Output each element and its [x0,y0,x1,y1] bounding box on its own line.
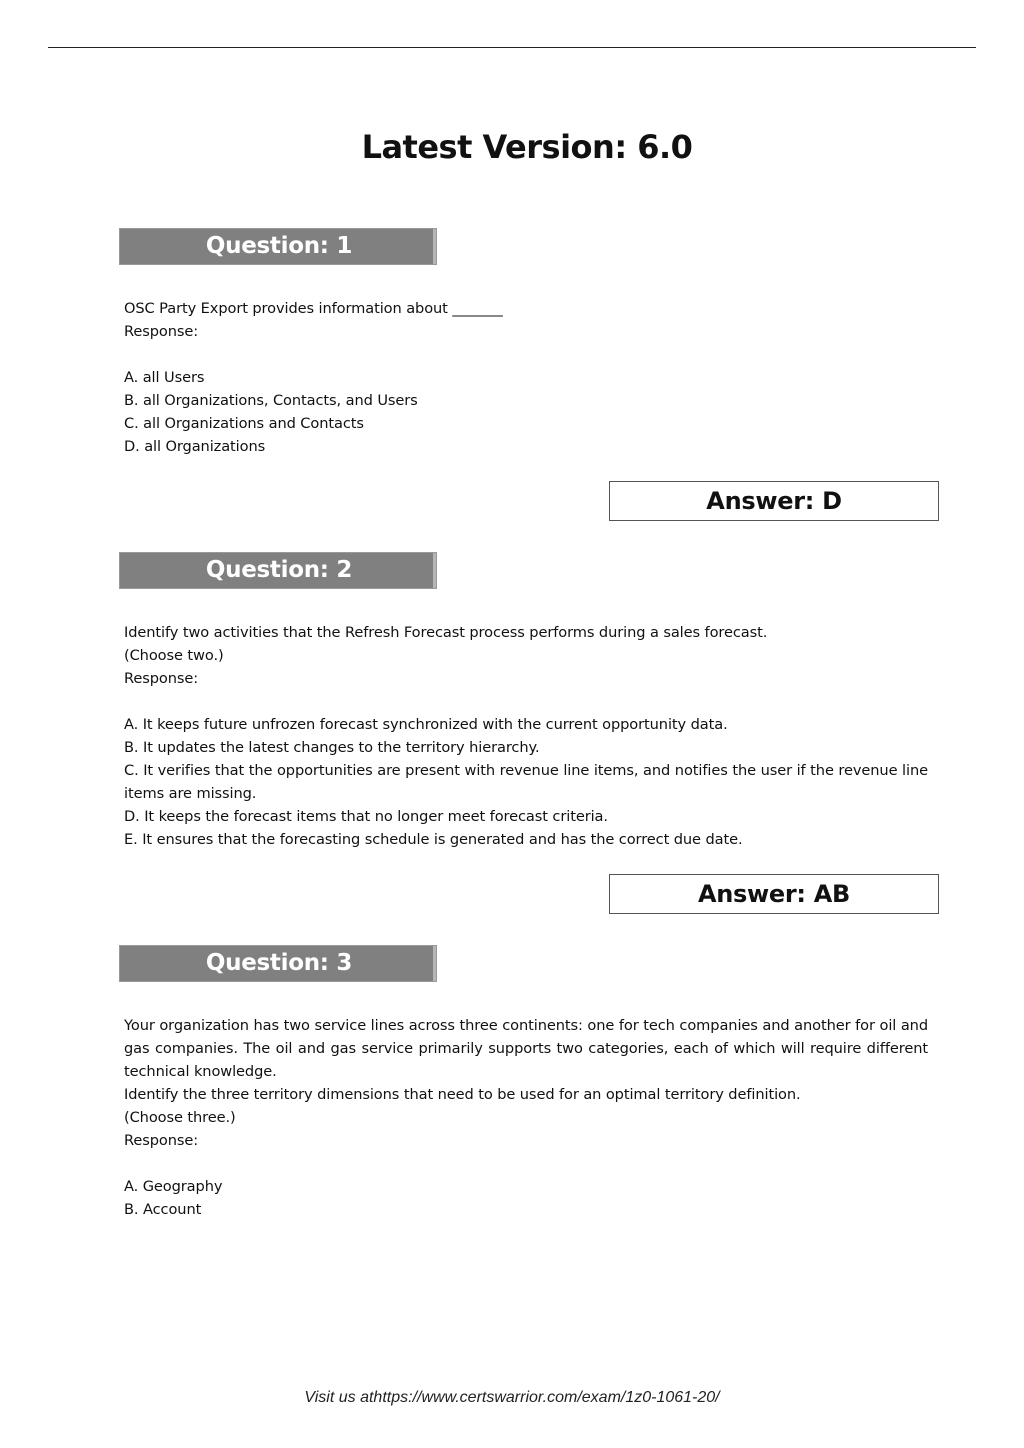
question-1-option-d: D. all Organizations [124,438,266,455]
top-rule [48,47,976,48]
spacer [124,690,928,713]
question-2-option-b: B. It updates the latest changes to the territory hierarchy. [124,739,540,756]
question-3-stem-2: Identify the three territory dimensions that need to be used for an optimal territory definition. [124,1086,801,1103]
question-2-stem: Identify two activities that the Refresh Forecast process performs during a sales forecast. [124,624,768,641]
question-1-header [119,228,437,265]
question-2-label: Question: 2 [205,557,353,583]
question-3-response-label: Response: [124,1132,199,1149]
question-3-label: Question: 3 [205,950,353,976]
question-1-option-a: A. all Users [124,369,205,386]
question-2-choose: (Choose two.) [124,647,224,664]
question-1-label: Question: 1 [205,233,353,259]
question-2-body [124,621,928,851]
question-2-option-a: A. It keeps future unfrozen forecast synchronized with the current opportunity data. [124,716,728,733]
question-3-header [119,945,437,982]
question-2-response-label: Response: [124,670,199,687]
question-3-body [124,1014,928,1221]
question-3-stem: Your organization has two service lines across three continents: one for tech companies and another for oil and gas companies. The oil and gas service primarily supports two categories, each of which will require different technical knowledge. [124,1017,928,1080]
question-1-answer-box [609,481,939,521]
footer-link-text: Visit us athttps://www.certswarrior.com/exam/1z0-1061-20/ [304,1389,720,1406]
question-3-option-b: B. Account [124,1201,202,1218]
question-1-option-c: C. all Organizations and Contacts [124,415,364,432]
question-2-answer-box [609,874,939,914]
question-3-choose: (Choose three.) [124,1109,236,1126]
question-1-response-label: Response: [124,323,199,340]
page-title: Latest Version: 6.0 [361,128,693,166]
spacer [124,1152,928,1175]
question-2-option-e: E. It ensures that the forecasting schedule is generated and has the correct due date. [124,831,743,848]
question-2-answer: Answer: AB [697,880,851,908]
spacer [124,343,928,366]
question-3-option-a: A. Geography [124,1178,223,1195]
question-1-answer: Answer: D [706,487,842,515]
question-2-header [119,552,437,589]
question-1-option-b: B. all Organizations, Contacts, and Users [124,392,418,409]
question-2-option-c: C. It verifies that the opportunities are present with revenue line items, and notifies the user if the revenue line items are missing. [124,762,928,802]
question-1-body [124,297,928,458]
question-1-stem: OSC Party Export provides information about _______ [124,300,503,317]
question-2-option-d: D. It keeps the forecast items that no longer meet forecast criteria. [124,808,608,825]
